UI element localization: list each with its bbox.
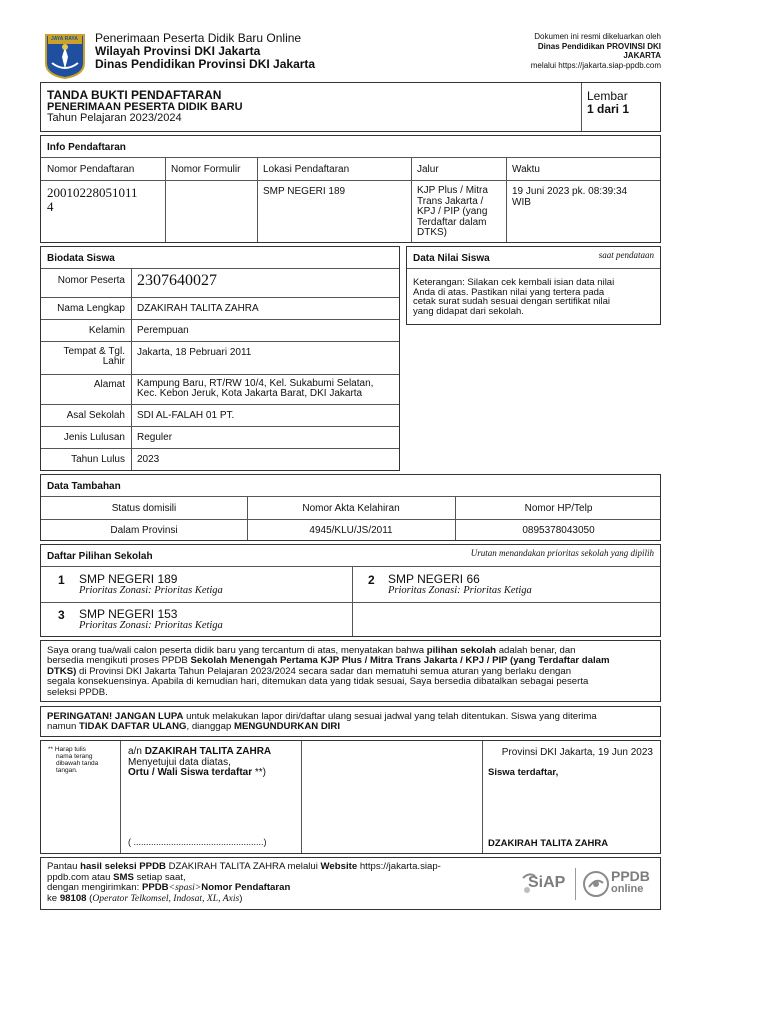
header-right-line-2: Dinas Pendidikan PROVINSI DKI [537, 41, 661, 51]
lembar-label: Lembar [587, 89, 628, 103]
jalur-line-1: KJP Plus / Mitra [417, 185, 488, 196]
siswa-name: DZAKIRAH TALITA ZAHRA [488, 838, 609, 849]
footer-text-part: https://jakarta.siap- [357, 861, 441, 872]
ttl-value: Jakarta, 18 Pebruari 2011 [137, 347, 252, 358]
footer-emphasis: Nomor Pendaftaran [201, 882, 291, 893]
signature-note-line-2: nama terang [56, 753, 93, 760]
nomor-pendaftaran-line-1: 20010228051011 [47, 185, 138, 200]
tambahan-section-title: Data Tambahan [47, 481, 121, 492]
footer-text-part: ppdb.com atau [47, 871, 114, 883]
asal-sekolah-label: Asal Sekolah [66, 410, 125, 421]
an-name: DZAKIRAH TALITA ZAHRA [144, 746, 272, 757]
waktu-line-2: WIB [512, 197, 531, 208]
hp-header: Nomor HP/Telp [524, 503, 593, 514]
statement-text: adalah benar, dan [496, 645, 576, 656]
status-domisili-value: Dalam Provinsi [110, 525, 178, 536]
jalur-value [417, 186, 488, 239]
info-pendaftaran-section [40, 135, 661, 243]
alamat-label: Alamat [93, 379, 125, 390]
nilai-keterangan [413, 278, 614, 316]
ortu-text: Ortu / Wali Siswa terdaftar [128, 767, 253, 778]
footer-italic: <spasi> [168, 882, 202, 893]
warning-line-2 [47, 722, 654, 732]
nomor-peserta-value: 2307640027 [137, 272, 217, 289]
emblem-text: JAYA RAYA [51, 36, 78, 42]
footer-emphasis: 98108 [59, 892, 87, 904]
document-subtitle: PENERIMAAN PESERTA DIDIK BARU [47, 101, 243, 113]
alamat-value [137, 379, 373, 399]
signature-note [48, 746, 98, 774]
document-title: TANDA BUKTI PENDAFTARAN [47, 88, 222, 102]
alamat-line-2: Kec. Kebon Jeruk, Kota Jakarta Barat, DKI Jakarta [137, 388, 363, 399]
nilai-section [406, 246, 661, 325]
signature-note-line-4: tangan. [56, 767, 78, 774]
nilai-note: saat pendataan [598, 250, 654, 260]
footer-emphasis: PPDB [141, 882, 169, 893]
jakarta-emblem-logo [44, 33, 86, 79]
header-right-line-4: melalui https://jakarta.siap-ppdb.com [530, 60, 661, 70]
header-line-2: Wilayah Provinsi DKI Jakarta [95, 44, 261, 58]
footer-text-part: ( [86, 892, 93, 904]
waktu-line-1: 19 Juni 2023 pk. 08:39:34 [512, 186, 628, 197]
parent-approval [128, 747, 271, 779]
nomor-peserta-label: Nomor Peserta [57, 275, 125, 286]
col-header-jalur: Jalur [417, 164, 439, 175]
keterangan-line-1: Keterangan: Silakan cek kembali isian data nilai [413, 277, 615, 288]
header-title-block [95, 32, 315, 71]
online-logo-text: online [611, 883, 644, 895]
signature-note-line-3: dibawah tanda [56, 760, 99, 767]
pilihan-section-title: Daftar Pilihan Sekolah [47, 551, 153, 562]
warning-box [40, 706, 661, 737]
pilihan-number: 3 [58, 608, 65, 622]
lembar-value: 1 dari 1 [587, 102, 630, 116]
statement-line-4: segala konsekuensinya. Apabila di kemudian hari, ditemukan data yang tidak sesuai, Saya bersedia dibatalkan sebagai peserta [47, 676, 589, 688]
statement-line-5: seleksi PPDB. [47, 686, 108, 698]
footer-text-part: ke [47, 892, 60, 904]
siswa-label: Siswa terdaftar, [488, 767, 559, 778]
ppdb-logo-text: PPDB [611, 868, 650, 884]
keterangan-line-2: Anda di atas. Pastikan nilai yang tertera pada [413, 286, 605, 298]
alamat-line-1: Kampung Baru, RT/RW 10/4, Kel. Sukabumi Selatan, [137, 378, 374, 389]
pilihan-number: 2 [368, 573, 375, 587]
biodata-section [40, 246, 400, 471]
col-header-lokasi: Lokasi Pendaftaran [263, 164, 350, 175]
footer-emphasis: Website [320, 861, 358, 872]
statement-text: Saya orang tua/wali calon peserta didik baru yang tercantum di atas, menyatakan bahwa [47, 645, 427, 656]
statement-emphasis: Sekolah Menengah Pertama KJP Plus / Mitra Trans Jakarta / KPJ / PIP (yang Terdaftar dalam [190, 655, 610, 667]
pilihan-note: Urutan menandakan prioritas sekolah yang dipilih [470, 548, 654, 558]
jenis-lulusan-value: Reguler [137, 432, 173, 443]
pilihan-section [40, 544, 661, 637]
footer-italic: Operator Telkomsel, Indosat, XL, Axis [92, 892, 240, 904]
biodata-section-title: Biodata Siswa [47, 253, 115, 264]
tahun-lulus-label: Tahun Lulus [71, 454, 125, 465]
warning-text: untuk melakukan lapor diri/daftar ulang sesuai jadwal yang telah ditentukan. Siswa yang diterima [183, 711, 597, 722]
pilihan-item [41, 567, 352, 602]
an-prefix: a/n [128, 746, 145, 757]
pilihan-item [41, 602, 352, 637]
footer-line-4 [47, 894, 441, 905]
place-date: Provinsi DKI Jakarta, 19 Jun 2023 [501, 747, 653, 758]
kelamin-value: Perempuan [137, 325, 189, 336]
jalur-line-2: Trans Jakarta / [417, 195, 484, 207]
tahun-lulus-value: 2023 [137, 454, 160, 465]
nama-value: DZAKIRAH TALITA ZAHRA [137, 303, 259, 314]
statement-text: bersedia mengikuti proses PPDB [47, 655, 191, 667]
asal-sekolah-value: SDI AL-FALAH 01 PT. [137, 410, 235, 421]
kelamin-label: Kelamin [88, 325, 125, 336]
lokasi-value: SMP NEGERI 189 [263, 186, 346, 197]
pilihan-number: 1 [58, 573, 65, 587]
tambahan-section [40, 474, 661, 541]
statement-emphasis: DTKS) [47, 665, 77, 677]
footer-text-part: ) [239, 892, 243, 904]
nama-label: Nama Lengkap [57, 303, 125, 314]
header-right-line-1: Dokumen ini resmi dikeluarkan oleh [534, 32, 661, 41]
col-header-waktu: Waktu [512, 164, 540, 175]
statement-emphasis: pilihan sekolah [426, 645, 497, 656]
header-right-block [531, 32, 661, 70]
warning-emphasis: TIDAK DAFTAR ULANG [79, 721, 187, 733]
nomor-pendaftaran-value [47, 186, 138, 214]
ortu-line [128, 768, 271, 779]
footer-text-part: setiap saat, [133, 871, 186, 883]
pilihan-item [352, 567, 662, 602]
footer-text-part: dengan mengirimkan: [47, 882, 142, 893]
pilihan-school: SMP NEGERI 189 [79, 572, 178, 586]
an-line [128, 747, 271, 758]
info-section-title: Info Pendaftaran [47, 142, 126, 153]
jalur-line-3: KPJ / PIP (yang [417, 206, 488, 217]
jalur-line-5: DTKS) [417, 227, 447, 238]
signature-note-line-1: ** Harap tulis [48, 746, 86, 753]
pilihan-prioritas: Prioritas Zonasi: Prioritas Ketiga [388, 585, 532, 596]
ortu-suffix: **) [252, 767, 267, 778]
col-header-nomor-pendaftaran: Nomor Pendaftaran [47, 164, 135, 175]
header-right-line-3: JAKARTA [623, 51, 661, 60]
ttl-label-line-2: Lahir [102, 356, 125, 367]
status-domisili-header: Status domisili [111, 503, 177, 514]
waktu-value [512, 186, 627, 208]
warning-emphasis: PERINGATAN! JANGAN LUPA [47, 711, 184, 722]
akta-header: Nomor Akta Kelahiran [302, 503, 400, 514]
pilihan-school: SMP NEGERI 153 [79, 607, 178, 621]
statement-text: di Provinsi DKI Jakarta Tahun Pelajaran 2023/2024 secara sadar dan mematuhi semua aturan yang berlaku dengan [76, 665, 572, 677]
footer-emphasis: SMS [113, 871, 134, 883]
header-line-3: Dinas Pendidikan Provinsi DKI Jakarta [95, 57, 316, 71]
title-box [40, 82, 661, 132]
ttl-label-line-1: Tempat & Tgl. [63, 346, 125, 357]
ttl-label [41, 347, 125, 367]
keterangan-line-4: yang didapat dari sekolah. [413, 305, 524, 317]
signature-box [40, 740, 661, 854]
jalur-line-4: Terdaftar dalam [417, 216, 487, 228]
keterangan-line-3: cetak surat sudah sesuai dengan sertifikat nilai [413, 296, 610, 307]
footer-text-part: DZAKIRAH TALITA ZAHRA melalui [165, 861, 321, 872]
academic-year: Tahun Pelajaran 2023/2024 [47, 112, 182, 124]
footer-emphasis: hasil seleksi PPDB [80, 861, 166, 872]
warning-text: namun [47, 721, 79, 733]
hp-value: 0895378043050 [522, 525, 595, 536]
pilihan-school: SMP NEGERI 66 [388, 572, 480, 586]
footer-text-part: Pantau [47, 861, 81, 872]
ppdb-online-logo [581, 866, 655, 902]
pilihan-prioritas: Prioritas Zonasi: Prioritas Ketiga [79, 585, 223, 596]
col-header-nomor-formulir: Nomor Formulir [171, 164, 241, 175]
parent-name-blank: ( ....................................................) [128, 837, 267, 847]
footer-box [40, 857, 661, 910]
warning-emphasis: MENGUNDURKAN DIRI [233, 721, 341, 733]
header-line-1: Penerimaan Peserta Didik Baru Online [95, 31, 302, 45]
jenis-lulusan-label: Jenis Lulusan [63, 432, 125, 443]
warning-text: , dianggap [186, 721, 234, 733]
nomor-pendaftaran-line-2: 4 [47, 199, 54, 214]
footer-text [47, 862, 441, 904]
pilihan-prioritas: Prioritas Zonasi: Prioritas Ketiga [79, 620, 223, 631]
akta-value: 4945/KLU/JS/2011 [309, 525, 393, 536]
menyetujui-text: Menyetujui data diatas, [128, 756, 231, 768]
siap-logo [521, 870, 569, 898]
logo-divider [575, 868, 576, 900]
nilai-section-title: Data Nilai Siswa [413, 253, 490, 264]
statement-box [40, 640, 661, 702]
siap-logo-text: SiAP [528, 874, 566, 891]
